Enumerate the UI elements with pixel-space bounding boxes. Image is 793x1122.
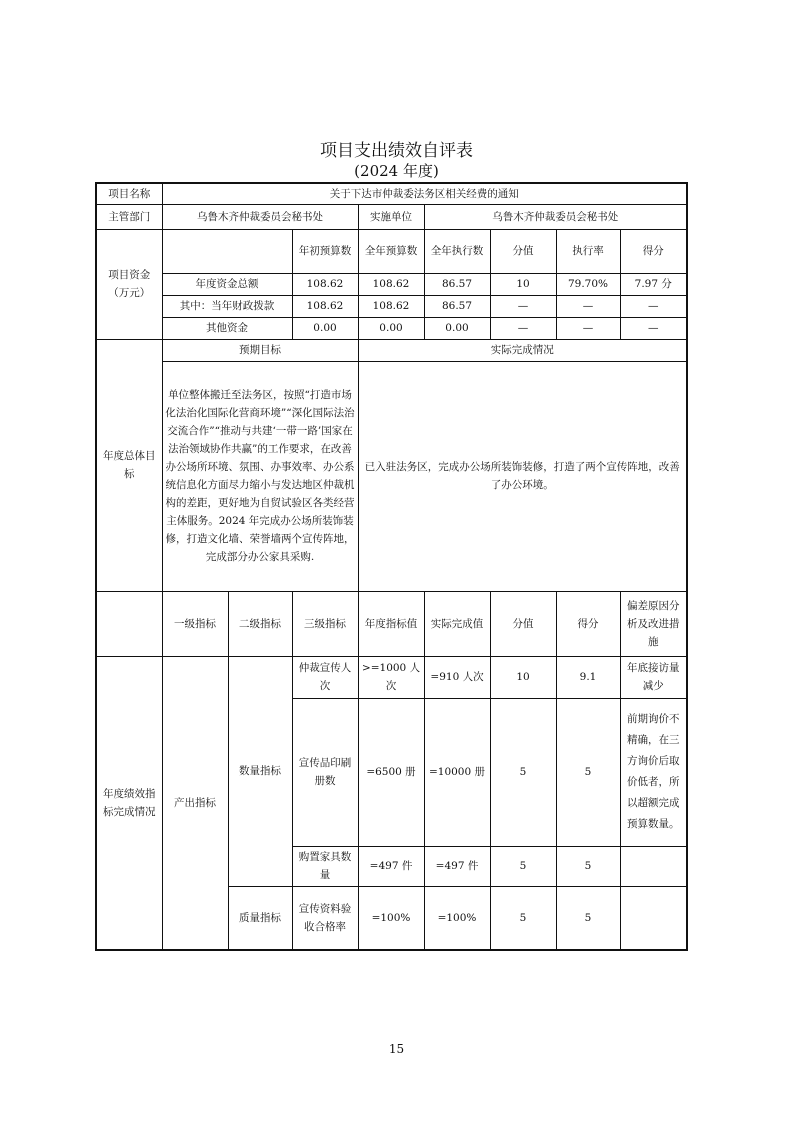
funds-cell: 108.62: [292, 273, 358, 295]
indicator-target: >=1000 人次: [358, 656, 424, 698]
funds-cell: 7.97 分: [620, 273, 687, 295]
funds-row-name: 其他资金: [162, 317, 292, 339]
quality-indicator: 质量指标: [228, 886, 292, 950]
expected-goal-text: 单位整体搬迁至法务区，按照“打造市场化法治化国际化营商环境”“深化国际法治交流合作”“推动与共建‘一带一路’国家在法治领域协作共赢”的工作要求，在改善办公场所环境、氛围、办事效率、办公系统信息化方面尽力缩小与发达地区仲裁机构的差距，更好地为自贸试验区各类经营主体服务。2024 年完成办公场所装饰装修，打造文化墙、荣誉墙两个宣传阵地，完成部分办公家具采购.: [162, 361, 358, 591]
funds-header: 全年执行数: [424, 229, 490, 273]
indicator-actual: =910 人次: [424, 656, 490, 698]
funds-header: 执行率: [556, 229, 620, 273]
dept-value: 乌鲁木齐仲裁委员会秘书处: [162, 204, 358, 229]
indicator-header: 分值: [490, 591, 556, 656]
funds-cell: 86.57: [424, 273, 490, 295]
expected-header: 预期目标: [162, 339, 358, 361]
indicator-actual: =497 件: [424, 846, 490, 886]
funds-cell: 79.70%: [556, 273, 620, 295]
indicator-reason: 年底接访量减少: [620, 656, 687, 698]
indicator-name: 宣传资料验收合格率: [292, 886, 358, 950]
indicator-name: 宣传品印刷册数: [292, 698, 358, 846]
indicator-reason: [620, 846, 687, 886]
indicator-actual: =100%: [424, 886, 490, 950]
goals-header-row: [96, 339, 687, 361]
indicator-name: 仲裁宣传人次: [292, 656, 358, 698]
funds-blank: [162, 229, 292, 273]
funds-row: [96, 273, 687, 295]
impl-label: 实施单位: [358, 204, 424, 229]
funds-cell: 0.00: [424, 317, 490, 339]
page-number: 15: [388, 1042, 405, 1056]
indicator-target: =6500 册: [358, 698, 424, 846]
funds-cell: —: [490, 317, 556, 339]
self-evaluation-table: [95, 182, 688, 951]
title-year: (2024 年度): [354, 162, 439, 180]
indicator-got: 5: [556, 846, 620, 886]
quantity-indicator: 数量指标: [228, 656, 292, 886]
indicator-target: =497 件: [358, 846, 424, 886]
funds-header: 年初预算数: [292, 229, 358, 273]
indicators-label: 年度绩效指标完成情况: [96, 656, 162, 950]
indicator-actual: =10000 册: [424, 698, 490, 846]
project-name-value: 关于下达市仲裁委法务区相关经费的通知: [162, 183, 687, 204]
funds-cell: 108.62: [292, 295, 358, 317]
indicator-score: 10: [490, 656, 556, 698]
level1-indicator: 产出指标: [162, 656, 228, 950]
indicator-header: 实际完成值: [424, 591, 490, 656]
dept-row: [96, 204, 687, 229]
goals-content-row: [96, 361, 687, 591]
funds-cell: —: [490, 295, 556, 317]
funds-label: 项目资金（万元）: [96, 229, 162, 339]
dept-label: 主管部门: [96, 204, 162, 229]
funds-cell: 0.00: [358, 317, 424, 339]
indicator-score: 5: [490, 846, 556, 886]
indicator-header: 一级指标: [162, 591, 228, 656]
indicator-header: 偏差原因分析及改进措施: [620, 591, 687, 656]
indicator-blank: [96, 591, 162, 656]
indicator-header: 得分: [556, 591, 620, 656]
indicator-reason: [620, 886, 687, 950]
funds-row: [96, 295, 687, 317]
funds-cell: 86.57: [424, 295, 490, 317]
title-main: 项目支出绩效自评表: [320, 141, 473, 161]
indicator-score: 5: [490, 698, 556, 846]
funds-header-row: [96, 229, 687, 273]
funds-header: 全年预算数: [358, 229, 424, 273]
impl-value: 乌鲁木齐仲裁委员会秘书处: [424, 204, 687, 229]
funds-header: 得分: [620, 229, 687, 273]
funds-cell: —: [556, 295, 620, 317]
funds-header: 分值: [490, 229, 556, 273]
funds-cell: —: [556, 317, 620, 339]
indicator-header: 年度指标值: [358, 591, 424, 656]
funds-cell: 108.62: [358, 295, 424, 317]
indicator-got: 9.1: [556, 656, 620, 698]
goals-label: 年度总体目标: [96, 339, 162, 591]
funds-cell: 108.62: [358, 273, 424, 295]
indicator-got: 5: [556, 698, 620, 846]
funds-cell: 0.00: [292, 317, 358, 339]
funds-cell: 10: [490, 273, 556, 295]
project-name-label: 项目名称: [96, 183, 162, 204]
indicator-reason: 前期询价不精确，在三方询价后取价低者，所以超额完成预算数量。: [620, 698, 687, 846]
indicator-header-row: [96, 591, 687, 656]
funds-row-name: 年度资金总额: [162, 273, 292, 295]
funds-row-name: 其中：当年财政拨款: [162, 295, 292, 317]
project-name-row: [96, 183, 687, 204]
indicator-header: 三级指标: [292, 591, 358, 656]
indicator-target: =100%: [358, 886, 424, 950]
indicator-got: 5: [556, 886, 620, 950]
indicator-header: 二级指标: [228, 591, 292, 656]
document-title: [0, 140, 793, 180]
actual-completion-text: 已入驻法务区，完成办公场所装饰装修，打造了两个宣传阵地，改善了办公环境。: [358, 361, 687, 591]
funds-cell: —: [620, 295, 687, 317]
funds-row: [96, 317, 687, 339]
actual-header: 实际完成情况: [358, 339, 687, 361]
funds-cell: —: [620, 317, 687, 339]
indicator-name: 购置家具数量: [292, 846, 358, 886]
indicator-row: [96, 656, 687, 698]
indicator-score: 5: [490, 886, 556, 950]
